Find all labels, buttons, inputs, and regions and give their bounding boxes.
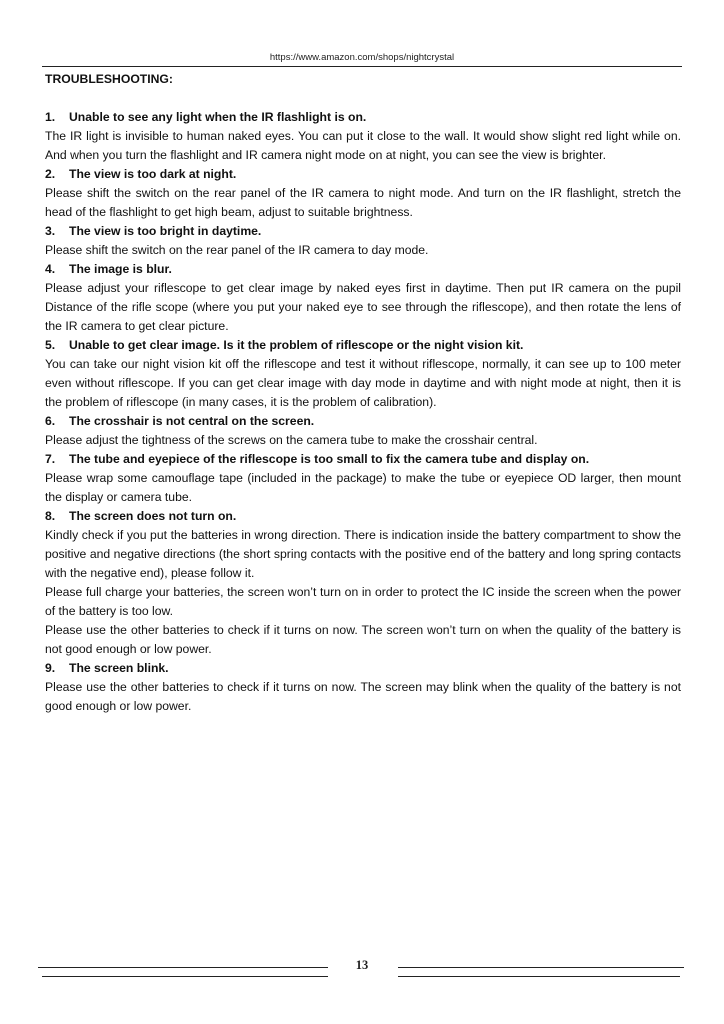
item-heading [45, 222, 681, 241]
footer-divider-right-bottom [398, 976, 680, 977]
item-title: The tube and eyepiece of the riflescope is too small to fix the camera tube and display on. [69, 452, 590, 466]
item-heading [45, 412, 681, 431]
item-number: 3. [45, 224, 56, 238]
item-paragraph: Kindly check if you put the batteries in wrong direction. There is indication inside the battery compartment to show the positive and negative directions (the short spring contacts with the positive end of the battery and long spring contacts with the negative end), please follow it. [45, 528, 681, 580]
item-paragraph: Please wrap some camouflage tape (included in the package) to make the tube or eyepiece OD larger, then mount the display or camera tube. [45, 471, 681, 504]
item-title: The view is too bright in daytime. [69, 224, 262, 238]
troubleshooting-item [45, 108, 681, 165]
troubleshooting-item [45, 222, 681, 260]
footer-divider-right-top [398, 967, 684, 968]
troubleshooting-item [45, 165, 681, 222]
item-title: The crosshair is not central on the screen. [69, 414, 315, 428]
troubleshooting-item [45, 659, 681, 716]
item-heading [45, 108, 681, 127]
item-paragraph: Please use the other batteries to check if it turns on now. The screen won’t turn on when the quality of the battery is not good enough or low power. [45, 623, 681, 656]
troubleshooting-item [45, 412, 681, 450]
item-paragraph: Please adjust the tightness of the screws on the camera tube to make the crosshair central. [45, 433, 538, 447]
item-paragraph: Please shift the switch on the rear panel of the IR camera to night mode. And turn on the IR flashlight, stretch the head of the flashlight to get high beam, adjust to suitable brightness. [45, 186, 681, 219]
header-url: https://www.amazon.com/shops/nightcrystal [269, 52, 455, 63]
item-title: Unable to see any light when the IR flashlight is on. [69, 110, 367, 124]
item-heading [45, 659, 681, 678]
item-number: 9. [45, 661, 56, 675]
troubleshooting-list [45, 108, 681, 716]
item-number: 1. [45, 110, 56, 124]
item-heading [45, 165, 681, 184]
item-number: 4. [45, 262, 56, 276]
section-title: TROUBLESHOOTING: [45, 72, 173, 86]
item-title: Unable to get clear image. Is it the problem of riflescope or the night vision kit. [69, 338, 524, 352]
troubleshooting-item [45, 507, 681, 659]
item-heading [45, 507, 681, 526]
troubleshooting-item [45, 260, 681, 336]
item-title: The screen does not turn on. [69, 509, 237, 523]
item-number: 8. [45, 509, 56, 523]
item-paragraph: Please adjust your riflescope to get clear image by naked eyes first in daytime. Then put IR camera on the pupil Distance of the rifle scope (where you put your naked eye to see through the riflescope), and then rotate the lens of the IR camera to get clear picture. [45, 281, 681, 333]
item-heading [45, 260, 681, 279]
item-title: The screen blink. [69, 661, 169, 675]
troubleshooting-item [45, 336, 681, 412]
troubleshooting-item [45, 450, 681, 507]
item-heading [45, 336, 681, 355]
footer [0, 955, 724, 995]
item-number: 7. [45, 452, 56, 466]
item-paragraph: Please full charge your batteries, the screen won’t turn on in order to protect the IC inside the screen when the power of the battery is too low. [45, 585, 681, 618]
page-content [45, 70, 681, 716]
header-divider [42, 66, 682, 67]
item-number: 2. [45, 167, 56, 181]
item-paragraph: Please use the other batteries to check if it turns on now. The screen may blink when the quality of the battery is not good enough or low power. [45, 680, 681, 713]
item-title: The image is blur. [69, 262, 172, 276]
item-title: The view is too dark at night. [69, 167, 237, 181]
page-number: 13 [355, 958, 369, 972]
item-paragraph: Please shift the switch on the rear panel of the IR camera to day mode. [45, 243, 429, 257]
footer-divider-left-bottom [42, 976, 328, 977]
item-paragraph: You can take our night vision kit off the riflescope and test it without riflescope, normally, it can see up to 100 meter even without riflescope. If you can get clear image with day mode in daytime and with night mode at night, then it is the problem of riflescope (in many cases, it is the problem of calibration). [45, 357, 681, 409]
item-paragraph: The IR light is invisible to human naked eyes. You can put it close to the wall. It would show slight red light while on. And when you turn the flashlight and IR camera night mode on at night, you can see the view is brighter. [45, 129, 681, 162]
item-number: 6. [45, 414, 56, 428]
item-heading [45, 450, 681, 469]
item-number: 5. [45, 338, 56, 352]
